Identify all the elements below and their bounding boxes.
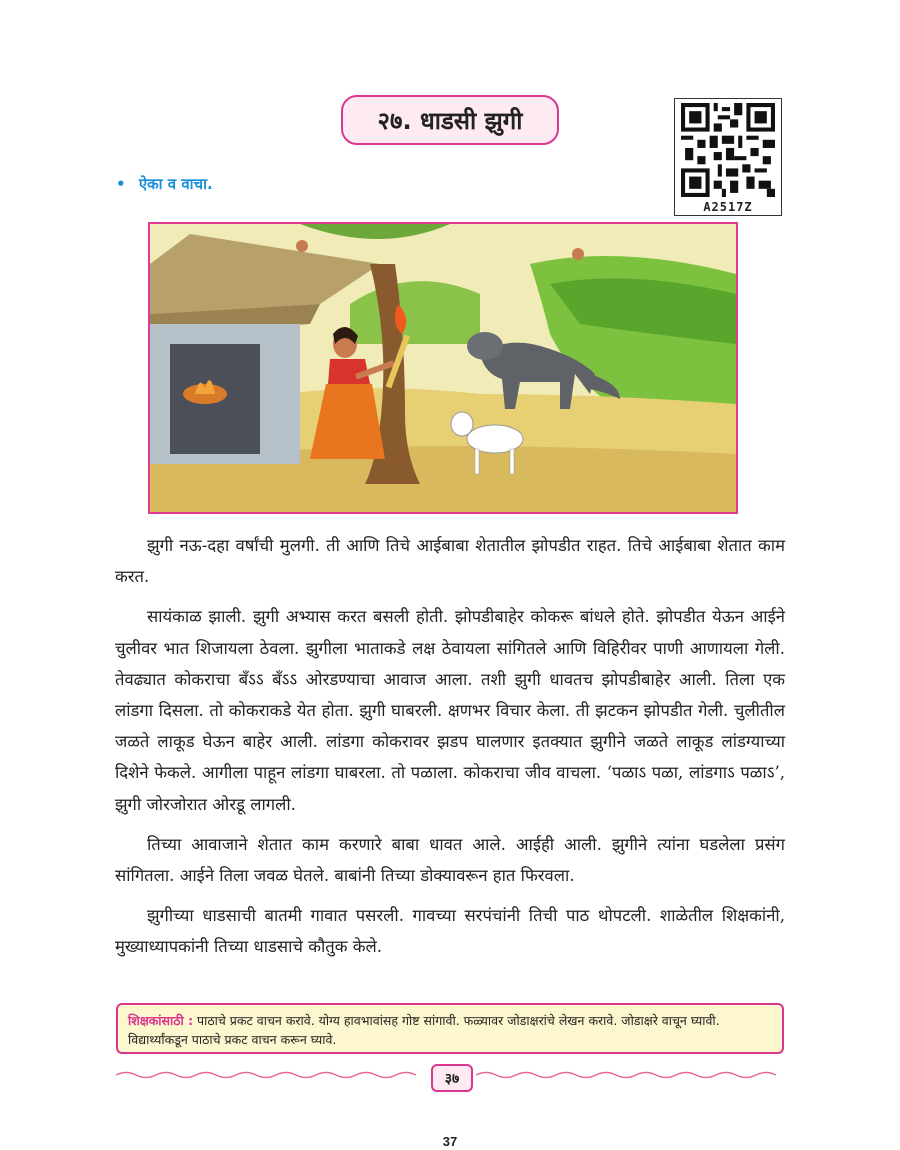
story-text [115,530,785,972]
qr-code-label: A2517Z [703,200,753,214]
footer-page-number: 37 [442,1134,458,1149]
teacher-note-label: शिक्षकांसाठी : [128,1013,194,1028]
teacher-note-box [116,1003,784,1054]
story-scene-image [150,224,736,512]
story-illustration [148,222,738,514]
instruction-text: ऐका व वाचा. [138,175,213,193]
qr-code-box[interactable] [674,98,782,216]
instruction-line [116,174,213,194]
lesson-title-box [341,95,559,145]
story-paragraph-1: झुगी नऊ-दहा वर्षांची मुलगी. ती आणि तिचे आईबाबा शेतातील झोपडीत राहत. तिचे आईबाबा शेतात काम करत. [115,536,785,587]
story-paragraph-3: तिच्या आवाजाने शेतात काम करणारे बाबा धावत आले. आईही आली. झुगीने त्यांना घडलेला प्रसंग सांगितला. आईने तिला जवळ घेतले. बाबांनी तिच्या डोक्यावरून हात फिरवला. [115,834,785,886]
page-badge-text: ३७ [444,1070,460,1087]
story-paragraph-4: झुगीच्या धाडसाची बातमी गावात पसरली. गावच्या सरपंचांनी तिची पाठ थोपटली. शाळेतील शिक्षकांनी, मुख्याध्यापकांनी तिच्या धाडसाचे कौतुक केले. [115,906,785,957]
bullet-icon: • [116,175,126,193]
teacher-note-text: पाठाचे प्रकट वाचन करावे. योग्य हावभावांसह गोष्ट सांगावी. फळ्यावर जोडाक्षरांचे लेखन करावे. जोडाक्षरे वाचून घ्यावी. विद्यार्थ्यांकडून पाठाचे प्रकट वाचन करून घ्यावे. [128,1013,720,1047]
story-paragraph-2: सायंकाळ झाली. झुगी अभ्यास करत बसली होती. झोपडीबाहेर कोकरू बांधले होते. झोपडीत येऊन आईने चुलीवर भात शिजायला ठेवला. झुगीला भाताकडे लक्ष ठेवायला सांगितले आणि विहिरीवर पाणी आणायला गेली. तेवढ्यात कोकराचा बँऽऽ बँऽऽ ओरडण्याचा आवाज आला. तशी झुगी धावतच झोपडीबाहेर आली. तिला एक लांडगा दिसला. तो कोकराकडे येत होता. झुगी घाबरली. क्षणभर विचार केला. ती झटकन झोपडीत गेली. चुलीतील जळते लाकूड घेऊन बाहेर आली. लांडगा कोकरावर झडप घालणार इतक्यात झुगीने जळते लाकूड लांडग्याच्या दिशेने फेकले. आगीला पाहून लांडगा घाबरला. तो पळाला. कोकराचा जीव वाचला. ‘पळाऽ पळा, लांडगाऽ पळाऽ’, झुगी जोरजोरात ओरडू लागली. [115,607,785,814]
qr-code-icon [681,103,775,197]
lesson-title: २७. धाडसी झुगी [377,106,523,135]
page-number-badge [431,1064,473,1092]
